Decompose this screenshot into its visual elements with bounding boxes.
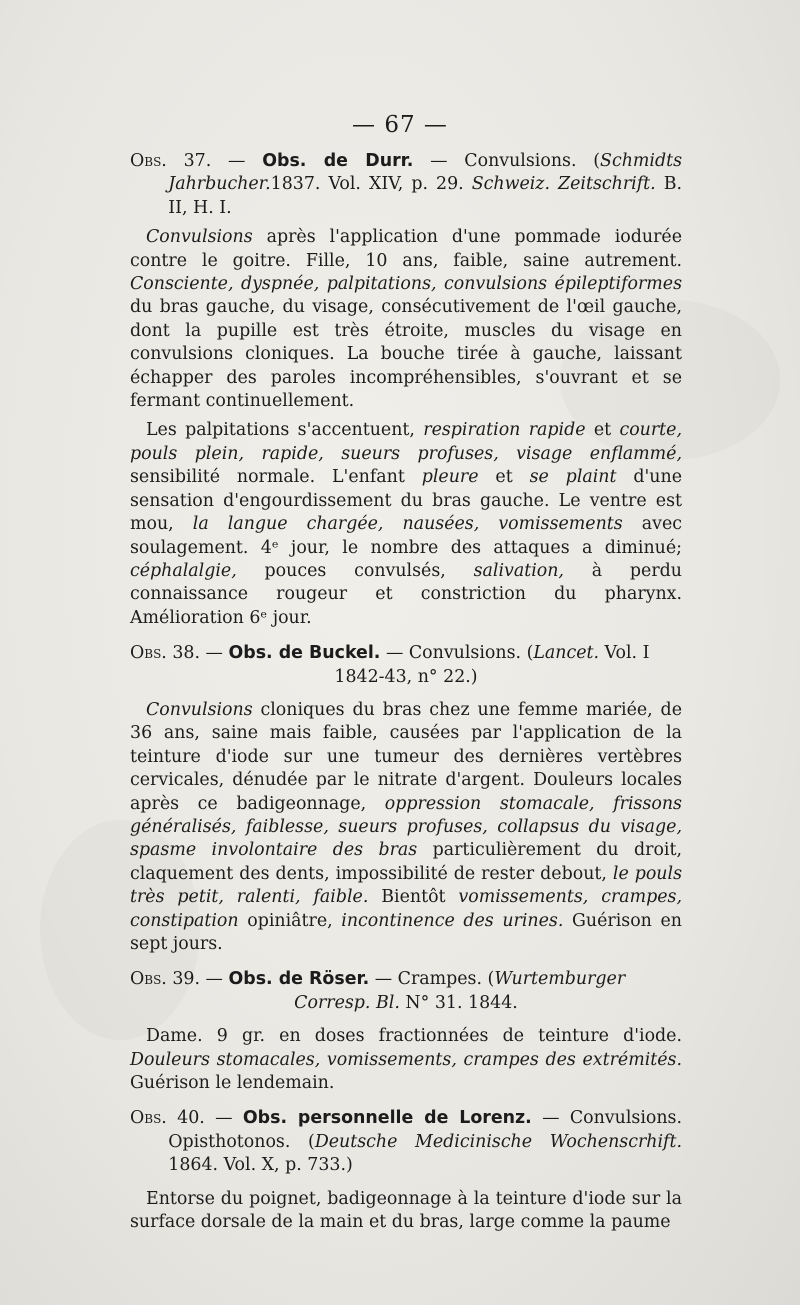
observation-40-paragraph-1: Entorse du poignet, badigeonnage à la teinture d'iode sur la surface dorsale de la main et du bras, large comme la paume xyxy=(130,1188,682,1233)
observation-number: Obs. 40. xyxy=(130,1108,205,1129)
reference-journal: Deutsche Medicinische Wochenscrhift. xyxy=(314,1131,682,1152)
observation-38-paragraph-1: Convulsions cloniques du bras chez une femme mariée, de 36 ans, saine mais faible, causées par l'application de la teinture d'iode sur une tumeur des dernières vertèbres cervicales, dénudée par le nitrate d'argent. Douleurs locales après ce badigeonnage, oppression stomacale, frissons généralisés, faiblesse, sueurs profuses, collapsus du visage, spasme involontaire des bras particulièrement du droit, claquement des dents, impossibilité de rester debout, le pouls très petit, ralenti, faible. Bientôt vomissements, crampes, constipation opiniâtre, incontinence des urines. Guérison en sept jours. xyxy=(130,699,683,954)
observation-number: Obs. 37. xyxy=(130,151,212,171)
reference-journal: Schmidts Jahrbucher. xyxy=(168,151,682,195)
observation-39-paragraph-1: Dame. 9 gr. en doses fractionnées de teinture d'iode. Douleurs stomacales, vomissements, crampes des extrémités. Guérison le lendemain. xyxy=(130,1026,682,1094)
observation-39-header: Obs. 39. — Obs. de Röser. — Crampes. (Wurtemburger Corresp. Bl. N° 31. 1844. xyxy=(130,968,682,1015)
reference-journal: Wurtemburger xyxy=(494,969,626,990)
observation-38-header: Obs. 38. — Obs. de Buckel. — Convulsions. (Lancet. Vol. I 1842-43, n° 22.) xyxy=(130,642,682,689)
observation-title: Obs. de Röser. xyxy=(228,969,370,990)
observation-37-paragraph-1: Convulsions après l'application d'une pommade iodurée contre le goitre. Fille, 10 ans, faible, saine autrement. Consciente, dyspnée, palpitations, convulsions épileptiformes du bras gauche, du visage, consécutivement de l'œil gauche, dont la pupille est très étroite, muscles du visage en convulsions cloniques. La bouche tirée à gauche, laissant échapper des paroles incompréhensibles, s'ouvrant et se fermant continuellement. xyxy=(130,227,682,412)
observation-title: Obs. personnelle de Lorenz. xyxy=(242,1108,532,1129)
observation-number: Obs. 39. xyxy=(130,969,201,990)
observation-40-header: Obs. 40. — Obs. personnelle de Lorenz. — Convulsions. Opisthotonos. (Deutsche Medicinische Wochenscrhift. 1864. Vol. X, p. 733.) xyxy=(130,1108,683,1176)
reference-journal: Lancet. xyxy=(533,643,600,664)
observation-number: Obs. 38. xyxy=(130,643,201,664)
reference-journal: Schweiz. Zeitschrift. xyxy=(471,174,656,195)
page-number: — 67 — xyxy=(352,112,448,138)
observation-37-paragraph-2: Les palpitations s'accentuent, respiration rapide et courte, pouls plein, rapide, sueurs profuses, visage enflammé, sensibilité normale. L'enfant pleure et se plaint d'une sensation d'engourdissement du bras gauche. Le ventre est mou, la langue chargée, nausées, vomissements avec soulagement. 4ᵉ jour, le nombre des attaques a diminué; céphalalgie, pouces convulsés, salivation, à perdu connaissance rougeur et constriction du pharynx. Amélioration 6ᵉ jour. xyxy=(130,420,682,628)
page-body xyxy=(130,150,682,1234)
reference-details: Corresp. Bl. N° 31. 1844. xyxy=(294,992,518,1013)
observation-title: Obs. de Buckel. xyxy=(228,643,381,664)
observation-title: Obs. de Durr. xyxy=(262,151,414,171)
observation-37-header: Obs. 37. — Obs. de Durr. — Convulsions. (Schmidts Jahrbucher.1837. Vol. XIV, p. 29. Schweiz. Zeitschrift. B. II, H. I. xyxy=(130,151,682,218)
reference-details: 1842-43, n° 22.) xyxy=(334,666,478,687)
